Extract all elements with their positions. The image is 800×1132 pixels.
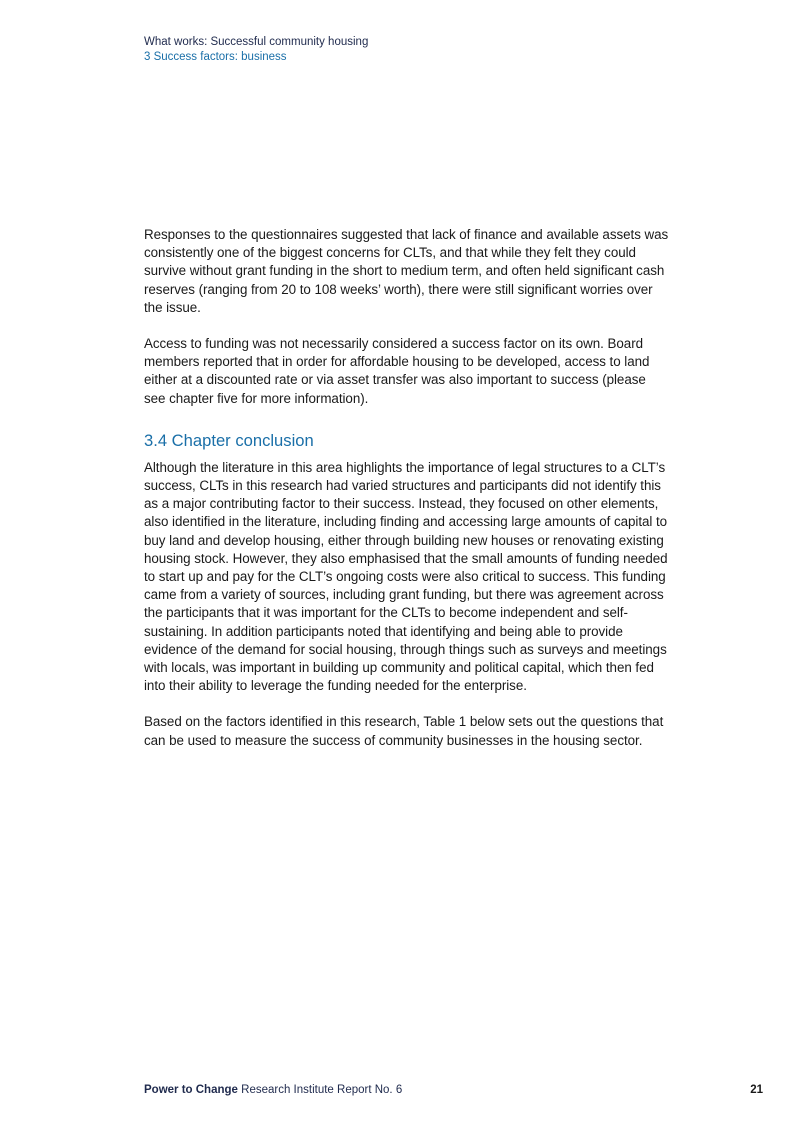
body-paragraph: Responses to the questionnaires suggested that lack of finance and available assets was consistently one of the biggest concerns for CLTs, and that while they felt they could survive without grant funding in the short to medium term, and often held significant cash reserves (ranging from 20 to 108 weeks’ worth), there were still significant worries over the issue. [144, 227, 669, 315]
body-paragraph: Although the literature in this area highlights the importance of legal structures to a CLT’s success, CLTs in this research had varied structures and participants did not identify this as a major contributing factor to their success. Instead, they focused on other elements, also identified in the literature, including finding and accessing large amounts of capital to buy land and develop housing, either through building new houses or renovating existing housing stock. However, they also emphasised that the small amounts of funding needed to start up and pay for the CLT’s ongoing costs were also critical to success. This funding came from a variety of sources, including grant funding, but there was agreement across the participants that it was important for the CLTs to become independent and self-sustaining. In addition participants noted that identifying and being able to provide evidence of the demand for social housing, through things such as surveys and meetings with locals, was important in building up community and political capital, which then fed into their ability to leverage the funding needed for the enterprise. [144, 459, 668, 694]
section-title: 3 Success factors: business [144, 51, 287, 63]
footer-organisation: Power to Change [144, 1084, 238, 1096]
document-title: What works: Successful community housing [144, 36, 369, 48]
running-header [144, 35, 368, 65]
footer-report-title: Research Institute Report No. 6 [237, 1084, 403, 1096]
body-paragraph: Access to funding was not necessarily considered a success factor on its own. Board members reported that in order for affordable housing to be developed, access to land either at a discounted rate or via asset transfer was also important to success (please see chapter five for more information). [144, 336, 650, 406]
section-heading: 3.4 Chapter conclusion [144, 430, 314, 450]
page-number: 21 [750, 1084, 763, 1096]
page-footer [144, 1083, 763, 1098]
body-paragraph: Based on the factors identified in this research, Table 1 below sets out the questions that can be used to measure the success of community businesses in the housing sector. [144, 714, 664, 748]
page-body [144, 226, 670, 750]
